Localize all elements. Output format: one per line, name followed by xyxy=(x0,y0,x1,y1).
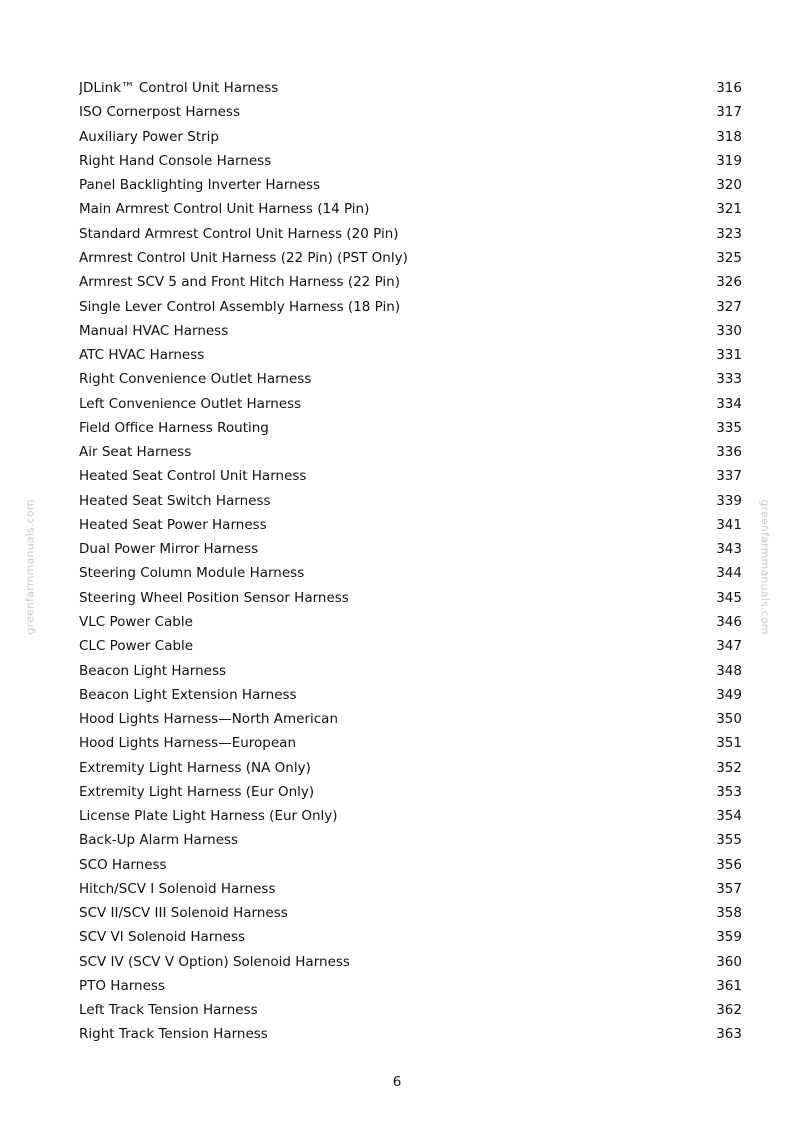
toc-entry[interactable] xyxy=(79,561,742,585)
toc-entry[interactable] xyxy=(79,367,742,391)
toc-entry[interactable] xyxy=(79,489,742,513)
toc-entry-title: Extremity Light Harness (Eur Only) xyxy=(79,783,315,800)
toc-entry-page: 327 xyxy=(716,298,742,315)
toc-entry-page: 339 xyxy=(716,492,742,509)
toc-entry-title: VLC Power Cable xyxy=(79,613,193,630)
toc-entry[interactable] xyxy=(79,270,742,294)
toc-entry[interactable] xyxy=(79,707,742,731)
watermark-right: greenfarmmanuals.com xyxy=(758,499,772,635)
toc-entry-title: Dual Power Mirror Harness xyxy=(79,541,259,558)
toc-entry-title: Hood Lights Harness—European xyxy=(79,735,297,752)
toc-entry-page: 337 xyxy=(716,468,742,485)
toc-entry-title: Single Lever Control Assembly Harness (18 Pin) xyxy=(79,298,401,315)
toc-entry-page: 359 xyxy=(716,929,742,946)
toc-entry-page: 344 xyxy=(716,565,742,582)
toc-entry[interactable] xyxy=(79,901,742,925)
toc-entry-title: Right Track Tension Harness xyxy=(79,1026,268,1043)
toc-entry-title: SCV IV (SCV V Option) Solenoid Harness xyxy=(79,953,350,970)
toc-entry-title: Hitch/SCV I Solenoid Harness xyxy=(79,880,276,897)
toc-entry-page: 361 xyxy=(716,977,742,994)
toc-entry[interactable] xyxy=(79,246,742,270)
toc-entry-page: 351 xyxy=(716,735,742,752)
toc-entry-page: 333 xyxy=(716,371,742,388)
toc-entry-title: Heated Seat Control Unit Harness xyxy=(79,468,307,485)
toc-entry-title: Steering Column Module Harness xyxy=(79,565,305,582)
toc-entry-page: 353 xyxy=(716,783,742,800)
toc-entry-title: Beacon Light Extension Harness xyxy=(79,686,297,703)
toc-entry[interactable] xyxy=(79,634,742,658)
toc-entry[interactable] xyxy=(79,173,742,197)
toc-entry-title: Heated Seat Power Harness xyxy=(79,516,267,533)
toc-entry-page: 321 xyxy=(716,201,742,218)
toc-entry-title: SCO Harness xyxy=(79,856,167,873)
toc-entry-page: 350 xyxy=(716,711,742,728)
toc-entry-title: Standard Armrest Control Unit Harness (20 Pin) xyxy=(79,225,399,242)
toc-entry-title: Back-Up Alarm Harness xyxy=(79,832,239,849)
toc-entry-page: 355 xyxy=(716,832,742,849)
toc-entry[interactable] xyxy=(79,586,742,610)
toc-entry[interactable] xyxy=(79,877,742,901)
toc-entry[interactable] xyxy=(79,804,742,828)
toc-entry[interactable] xyxy=(79,149,742,173)
toc-entry[interactable] xyxy=(79,610,742,634)
toc-entry[interactable] xyxy=(79,537,742,561)
toc-entry-page: 318 xyxy=(716,128,742,145)
toc-entry-title: SCV VI Solenoid Harness xyxy=(79,929,246,946)
toc-entry-title: CLC Power Cable xyxy=(79,638,194,655)
toc-entry-title: Main Armrest Control Unit Harness (14 Pin) xyxy=(79,201,370,218)
toc-entry[interactable] xyxy=(79,731,742,755)
toc-entry[interactable] xyxy=(79,391,742,415)
table-of-contents xyxy=(79,76,742,1047)
toc-entry-title: Air Seat Harness xyxy=(79,444,192,461)
toc-entry-title: Panel Backlighting Inverter Harness xyxy=(79,177,321,194)
toc-entry-page: 323 xyxy=(716,225,742,242)
toc-entry-title: PTO Harness xyxy=(79,977,165,994)
toc-entry[interactable] xyxy=(79,197,742,221)
toc-entry[interactable] xyxy=(79,925,742,949)
toc-entry[interactable] xyxy=(79,1022,742,1046)
toc-entry-page: 331 xyxy=(716,347,742,364)
toc-entry-title: ATC HVAC Harness xyxy=(79,347,205,364)
toc-entry-title: Beacon Light Harness xyxy=(79,662,227,679)
toc-entry-page: 345 xyxy=(716,589,742,606)
toc-entry[interactable] xyxy=(79,683,742,707)
toc-entry[interactable] xyxy=(79,780,742,804)
toc-entry-title: Left Track Tension Harness xyxy=(79,1002,258,1019)
toc-entry-page: 360 xyxy=(716,953,742,970)
toc-entry[interactable] xyxy=(79,950,742,974)
toc-entry-page: 354 xyxy=(716,808,742,825)
toc-entry-page: 341 xyxy=(716,516,742,533)
toc-entry-page: 358 xyxy=(716,905,742,922)
toc-entry[interactable] xyxy=(79,76,742,100)
toc-entry[interactable] xyxy=(79,125,742,149)
toc-entry-title: Armrest SCV 5 and Front Hitch Harness (22 Pin) xyxy=(79,274,400,291)
toc-entry-title: SCV II/SCV III Solenoid Harness xyxy=(79,905,288,922)
toc-entry[interactable] xyxy=(79,100,742,124)
toc-entry-title: Manual HVAC Harness xyxy=(79,322,229,339)
toc-entry-page: 357 xyxy=(716,880,742,897)
page-number: 6 xyxy=(392,1074,402,1090)
toc-entry[interactable] xyxy=(79,319,742,343)
toc-entry[interactable] xyxy=(79,998,742,1022)
toc-entry-title: Steering Wheel Position Sensor Harness xyxy=(79,589,349,606)
toc-entry-title: License Plate Light Harness (Eur Only) xyxy=(79,808,338,825)
toc-entry-title: Heated Seat Switch Harness xyxy=(79,492,271,509)
toc-entry-title: Extremity Light Harness (NA Only) xyxy=(79,759,311,776)
toc-entry[interactable] xyxy=(79,853,742,877)
toc-entry-page: 330 xyxy=(716,322,742,339)
toc-entry-title: Field Office Harness Routing xyxy=(79,419,269,436)
toc-entry-page: 349 xyxy=(716,686,742,703)
toc-entry-page: 356 xyxy=(716,856,742,873)
watermark-left: greenfarmmanuals.com xyxy=(23,499,37,635)
toc-entry-page: 362 xyxy=(716,1002,742,1019)
toc-entry-title: Armrest Control Unit Harness (22 Pin) (PST Only) xyxy=(79,249,408,266)
toc-entry-page: 319 xyxy=(716,152,742,169)
toc-entry-page: 363 xyxy=(716,1026,742,1043)
toc-entry-page: 347 xyxy=(716,638,742,655)
toc-entry[interactable] xyxy=(79,828,742,852)
toc-entry-page: 316 xyxy=(716,80,742,97)
toc-entry-title: ISO Cornerpost Harness xyxy=(79,104,240,121)
toc-entry-page: 346 xyxy=(716,613,742,630)
toc-entry-title: Hood Lights Harness—North American xyxy=(79,711,339,728)
toc-entry[interactable] xyxy=(79,513,742,537)
toc-entry-page: 343 xyxy=(716,541,742,558)
toc-entry[interactable] xyxy=(79,440,742,464)
toc-entry-page: 336 xyxy=(716,444,742,461)
toc-entry[interactable] xyxy=(79,294,742,318)
toc-entry[interactable] xyxy=(79,974,742,998)
toc-entry-title: JDLink™ Control Unit Harness xyxy=(79,80,279,97)
toc-entry-page: 334 xyxy=(716,395,742,412)
toc-entry[interactable] xyxy=(79,222,742,246)
toc-entry-title: Auxiliary Power Strip xyxy=(79,128,219,145)
toc-entry-page: 348 xyxy=(716,662,742,679)
toc-entry[interactable] xyxy=(79,343,742,367)
toc-entry-page: 326 xyxy=(716,274,742,291)
toc-entry-page: 317 xyxy=(716,104,742,121)
toc-entry[interactable] xyxy=(79,416,742,440)
toc-entry-page: 335 xyxy=(716,419,742,436)
toc-entry[interactable] xyxy=(79,464,742,488)
toc-entry[interactable] xyxy=(79,755,742,779)
toc-entry-page: 325 xyxy=(716,249,742,266)
toc-entry[interactable] xyxy=(79,658,742,682)
toc-entry-page: 320 xyxy=(716,177,742,194)
toc-entry-page: 352 xyxy=(716,759,742,776)
toc-entry-title: Left Convenience Outlet Harness xyxy=(79,395,302,412)
toc-entry-title: Right Hand Console Harness xyxy=(79,152,272,169)
toc-entry-title: Right Convenience Outlet Harness xyxy=(79,371,312,388)
